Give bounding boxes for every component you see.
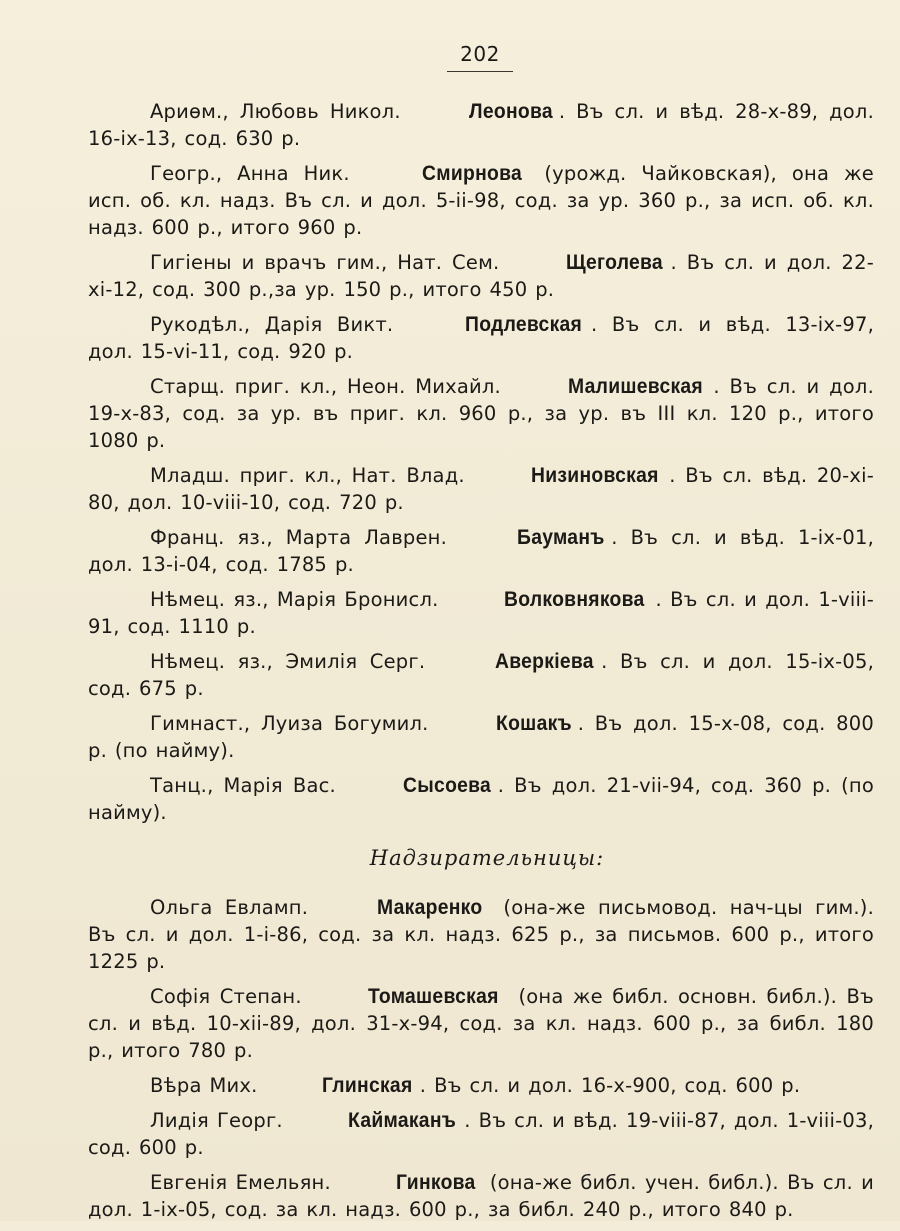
entry-details: . Въ дол. 21-vii-94, сод. 360 р. (по найму). <box>88 774 874 824</box>
entry-role-and-name: Младш. приг. кл., Нат. Влад. <box>150 464 475 487</box>
entry-details: . Въ сл. вѣд. 20-xi-80, дол. 10-viii-10, сод. 720 р. <box>88 464 874 514</box>
entry <box>88 710 874 764</box>
entry-role-and-name: Рукодѣл., Дарія Викт. <box>150 313 408 336</box>
entry-surname: Кошакъ <box>496 712 573 735</box>
entry <box>88 311 874 365</box>
entry-role-and-name: Вѣра Мих. <box>150 1074 266 1097</box>
entry <box>88 524 874 578</box>
entry-surname: Низиновская <box>531 464 660 487</box>
entry-details: (она-же письмовод. нач-цы гим.). Въ сл. и дол. 1-i-86, сод. за кл. надз. 625 р., за письмов. 600 р., итого 1225 р. <box>88 896 874 973</box>
entry-role-and-name: Нѣмец. яз., Марія Бронисл. <box>150 588 447 611</box>
staff-listing <box>88 98 874 1231</box>
entry-surname: Каймаканъ <box>347 1109 456 1132</box>
entry-role-and-name: Евгенія Емельян. <box>150 1171 340 1194</box>
entry-role-and-name: Ариѳм., Любовь Никол. <box>150 100 412 123</box>
entry-details: . Въ сл. и дол. 16-х-900, сод. 600 р. <box>419 1074 801 1097</box>
supervisors-list <box>88 894 874 1223</box>
entry-role-and-name: Лидія Георг. <box>150 1109 291 1132</box>
entry-surname: Бауманъ <box>517 526 605 549</box>
entry-details: . Въ сл. и дол. 19-х-83, сод. за ур. въ приг. кл. 960 р., за ур. въ III кл. 120 р., итого 1080 р. <box>88 375 874 452</box>
entry-surname: Гинкова <box>396 1171 476 1194</box>
entry <box>88 98 874 152</box>
page-number-rule <box>447 71 513 72</box>
entry-details: (она же библ. основн. библ.). Въ сл. и вѣд. 10-xii-89, дол. 31-х-94, сод. за кл. надз. 600 р., за библ. 180 р., итого 780 р. <box>88 985 874 1062</box>
entry <box>88 462 874 516</box>
entry <box>88 1107 874 1161</box>
entry <box>88 772 874 826</box>
entry-details: . Въ сл. и вѣд. 13-ix-97, дол. 15-vi-11, сод. 920 р. <box>88 313 874 363</box>
entry-details: (она-же библ. учен. библ.). Въ сл. и дол. 1-ix-05, сод. за кл. надз. 600 р., за библ. 240 р., итого 840 р. <box>88 1171 874 1221</box>
entry-surname: Макаренко <box>377 896 483 919</box>
entry-surname: Щеголева <box>566 251 664 274</box>
entry-surname: Волковнякова <box>503 588 645 611</box>
entry-role-and-name: Геогр., Анна Ник. <box>150 162 365 185</box>
entry <box>88 1169 874 1223</box>
entry-role-and-name: Танц., Марія Вас. <box>150 774 346 797</box>
entry-surname: Малишевская <box>567 375 703 398</box>
entry <box>88 586 874 640</box>
entry <box>88 160 874 241</box>
entry-details: . Въ сл. и дол. 1-viii-91, сод. 1110 р. <box>88 588 874 638</box>
entry-surname: Аверкіева <box>494 650 594 673</box>
entry <box>88 648 874 702</box>
section-heading-supervisors: Надзирательницы: <box>369 846 605 870</box>
entry <box>88 249 874 303</box>
entry-surname: Глинская <box>322 1074 413 1097</box>
entry-details: (урожд. Чайковская), она же исп. об. кл. надз. Въ сл. и дол. 5-ii-98, сод. за ур. 360 р., за исп. об. кл. надз. 600 р., итого 960 р. <box>88 162 874 239</box>
entry-surname: Томашевская <box>368 985 499 1008</box>
entry-role-and-name: Гимнаст., Луиза Богумил. <box>150 712 440 735</box>
entry-role-and-name: Гигіены и врачъ гим., Нат. Сем. <box>150 251 510 274</box>
entry-surname: Смирнова <box>421 162 522 185</box>
teachers-list <box>88 98 874 826</box>
entry-details: . Въ сл. и вѣд. 28-х-89, дол. 16-ix-13, сод. 630 р. <box>88 100 874 150</box>
entry-details: . Въ сл. и вѣд. 19-viii-87, дол. 1-viii-03, сод. 600 р. <box>88 1109 874 1159</box>
entry-surname: Подлевская <box>464 313 582 336</box>
entry-surname: Леонова <box>468 100 553 123</box>
entry <box>88 1072 874 1099</box>
entry <box>88 894 874 975</box>
entry-role-and-name: Франц. яз., Марта Лаврен. <box>150 526 460 549</box>
entry-details: . Въ сл. и дол. 22-xi-12, сод. 300 р.,за ур. 150 р., итого 450 р. <box>88 251 874 301</box>
page-number: 202 <box>460 42 500 66</box>
entry-details: . Въ сл. и вѣд. 1-ix-01, дол. 13-i-04, сод. 1785 р. <box>88 526 874 576</box>
entry-details: . Въ дол. 15-х-08, сод. 800 р. (по найму). <box>88 712 874 762</box>
entry-role-and-name: Нѣмец. яз., Эмилія Серг. <box>150 650 438 673</box>
entry-role-and-name: Софія Степан. <box>150 985 312 1008</box>
entry-surname: Сысоева <box>403 774 492 797</box>
entry-role-and-name: Ольга Евламп. <box>150 896 321 919</box>
entry-details: . Въ сл. и дол. 15-ix-05, сод. 675 р. <box>88 650 874 700</box>
entry <box>88 983 874 1064</box>
entry-role-and-name: Старщ. приг. кл., Неон. Михайл. <box>150 375 511 398</box>
entry <box>88 373 874 454</box>
